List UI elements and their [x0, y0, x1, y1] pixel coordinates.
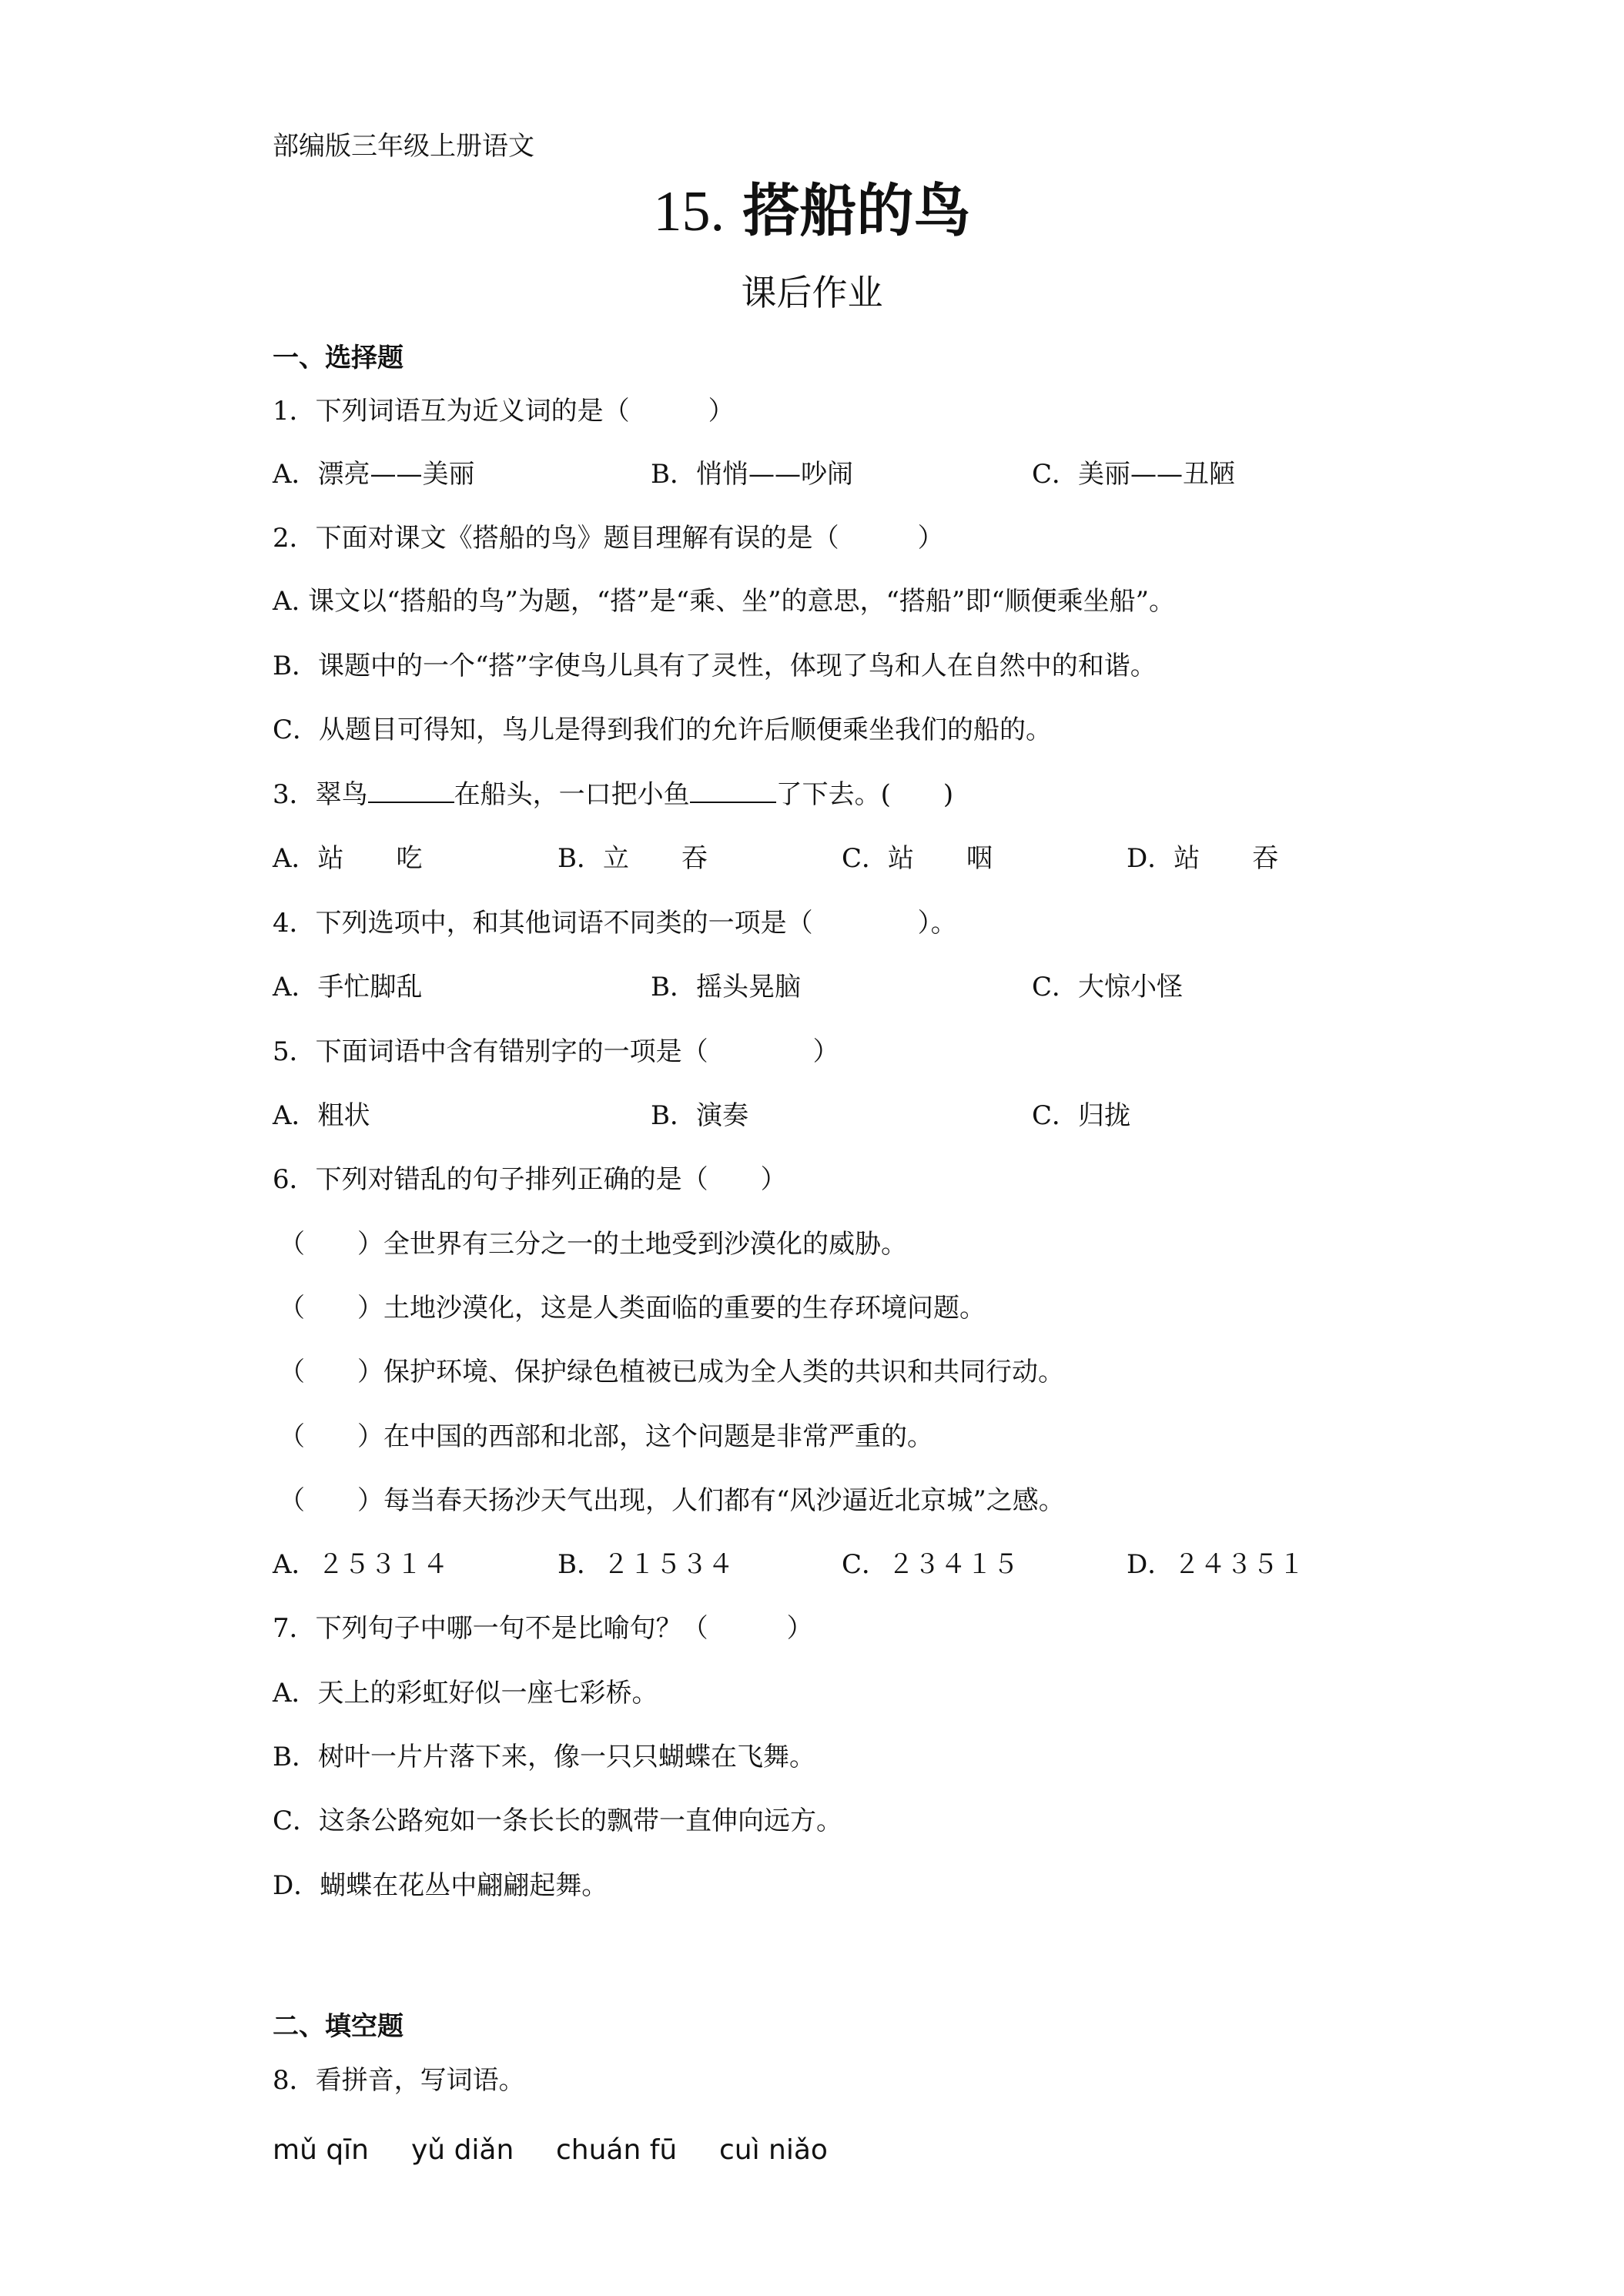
pinyin-word: cuì niǎo: [719, 2134, 828, 2166]
question-7-option-c: C．这条公路宛如一条长长的飘带一直伸向远方。: [273, 1806, 843, 1836]
lesson-title: 搭船的鸟: [742, 178, 971, 244]
question-3-stem-part3: 了下去。( ): [775, 779, 954, 810]
question-4-option-a: A．手忙脚乱: [273, 972, 423, 1002]
question-6-option-a: A．２５３１４: [273, 1549, 449, 1580]
pinyin-word: chuán fū: [556, 2134, 678, 2166]
question-4-option-c: C．大惊小怪: [1032, 972, 1184, 1002]
question-3-stem-part1: 3．翠鸟: [273, 779, 368, 810]
lesson-number: 15.: [653, 180, 725, 243]
question-6-option-d: D．２４３５１: [1127, 1549, 1305, 1580]
section-heading-choice: 一、选择题: [273, 343, 403, 373]
section-heading-fill: 二、填空题: [273, 2011, 403, 2042]
question-5-option-a: A．粗状: [273, 1100, 370, 1131]
page-subtitle: 课后作业: [741, 272, 883, 313]
question-6-sentence: （ ）保护环境、保护绿色植被已成为全人类的共识和共同行动。: [279, 1357, 1064, 1387]
question-3-option-d: D．站 吞: [1127, 843, 1279, 874]
question-3-blank-1[interactable]: [368, 778, 454, 803]
question-2-option-c: C．从题目可得知，鸟儿是得到我们的允许后顺便乘坐我们的船的。: [273, 715, 1053, 745]
question-6-option-b: B．２１５３４: [558, 1549, 734, 1580]
question-7-option-d: D．蝴蝶在花丛中翩翩起舞。: [273, 1870, 608, 1901]
question-2-option-a: A. 课文以“搭船的鸟”为题，“搭”是“乘、坐”的意思，“搭船”即“顺便乘坐船”。: [273, 586, 1175, 617]
question-2-option-b: B．课题中的一个“搭”字使鸟儿具有了灵性，体现了鸟和人在自然中的和谐。: [273, 651, 1157, 681]
question-3-option-b: B．立 吞: [558, 843, 708, 874]
question-6-sentence: （ ）在中国的西部和北部，这个问题是非常严重的。: [279, 1421, 933, 1452]
question-1-option-a: A．漂亮——美丽: [273, 459, 475, 490]
question-7-option-a: A．天上的彩虹好似一座七彩桥。: [273, 1678, 658, 1709]
question-3-option-a: A．站 吃: [273, 843, 423, 874]
question-3-stem: [273, 778, 953, 812]
question-3-option-c: C．站 咽: [842, 843, 993, 874]
question-1-option-b: B．悄悄——吵闹: [651, 459, 853, 490]
pinyin-word: yǔ diǎn: [411, 2134, 514, 2166]
question-6-option-c: C．２３４１５: [842, 1549, 1020, 1580]
question-5-stem: 5．下面词语中含有错别字的一项是（ ）: [273, 1036, 839, 1067]
question-1-stem: 1．下列词语互为近义词的是（ ）: [273, 396, 735, 427]
question-3-blank-2[interactable]: [690, 778, 776, 803]
question-6-stem: 6．下列对错乱的句子排列正确的是（ ）: [273, 1164, 787, 1195]
question-4-option-b: B．摇头晃脑: [651, 972, 801, 1002]
question-7-stem: 7．下列句子中哪一句不是比喻句？（ ）: [273, 1613, 813, 1644]
question-4-stem: 4．下列选项中，和其他词语不同类的一项是（ ）。: [273, 908, 957, 939]
question-2-stem: 2．下面对课文《搭船的鸟》题目理解有误的是（ ）: [273, 523, 944, 554]
pinyin-word: mǔ qīn: [273, 2134, 369, 2166]
question-8-stem: 8．看拼音，写词语。: [273, 2065, 525, 2096]
question-1-option-c: C．美丽——丑陋: [1032, 459, 1236, 490]
question-5-option-b: B．演奏: [651, 1100, 748, 1131]
page-title: [0, 174, 1624, 249]
question-6-sentence: （ ）全世界有三分之一的土地受到沙漠化的威胁。: [279, 1229, 907, 1260]
page-header: 部编版三年级上册语文: [273, 131, 534, 162]
question-6-sentence: （ ）每当春天扬沙天气出现，人们都有“风沙逼近北京城”之感。: [279, 1485, 1065, 1516]
question-6-sentence: （ ）土地沙漠化，这是人类面临的重要的生存环境问题。: [279, 1293, 986, 1324]
question-5-option-c: C．归拢: [1032, 1100, 1131, 1131]
question-7-option-b: B．树叶一片片落下来，像一只只蝴蝶在飞舞。: [273, 1742, 815, 1772]
question-3-stem-part2: 在船头，一口把小鱼: [454, 779, 690, 810]
